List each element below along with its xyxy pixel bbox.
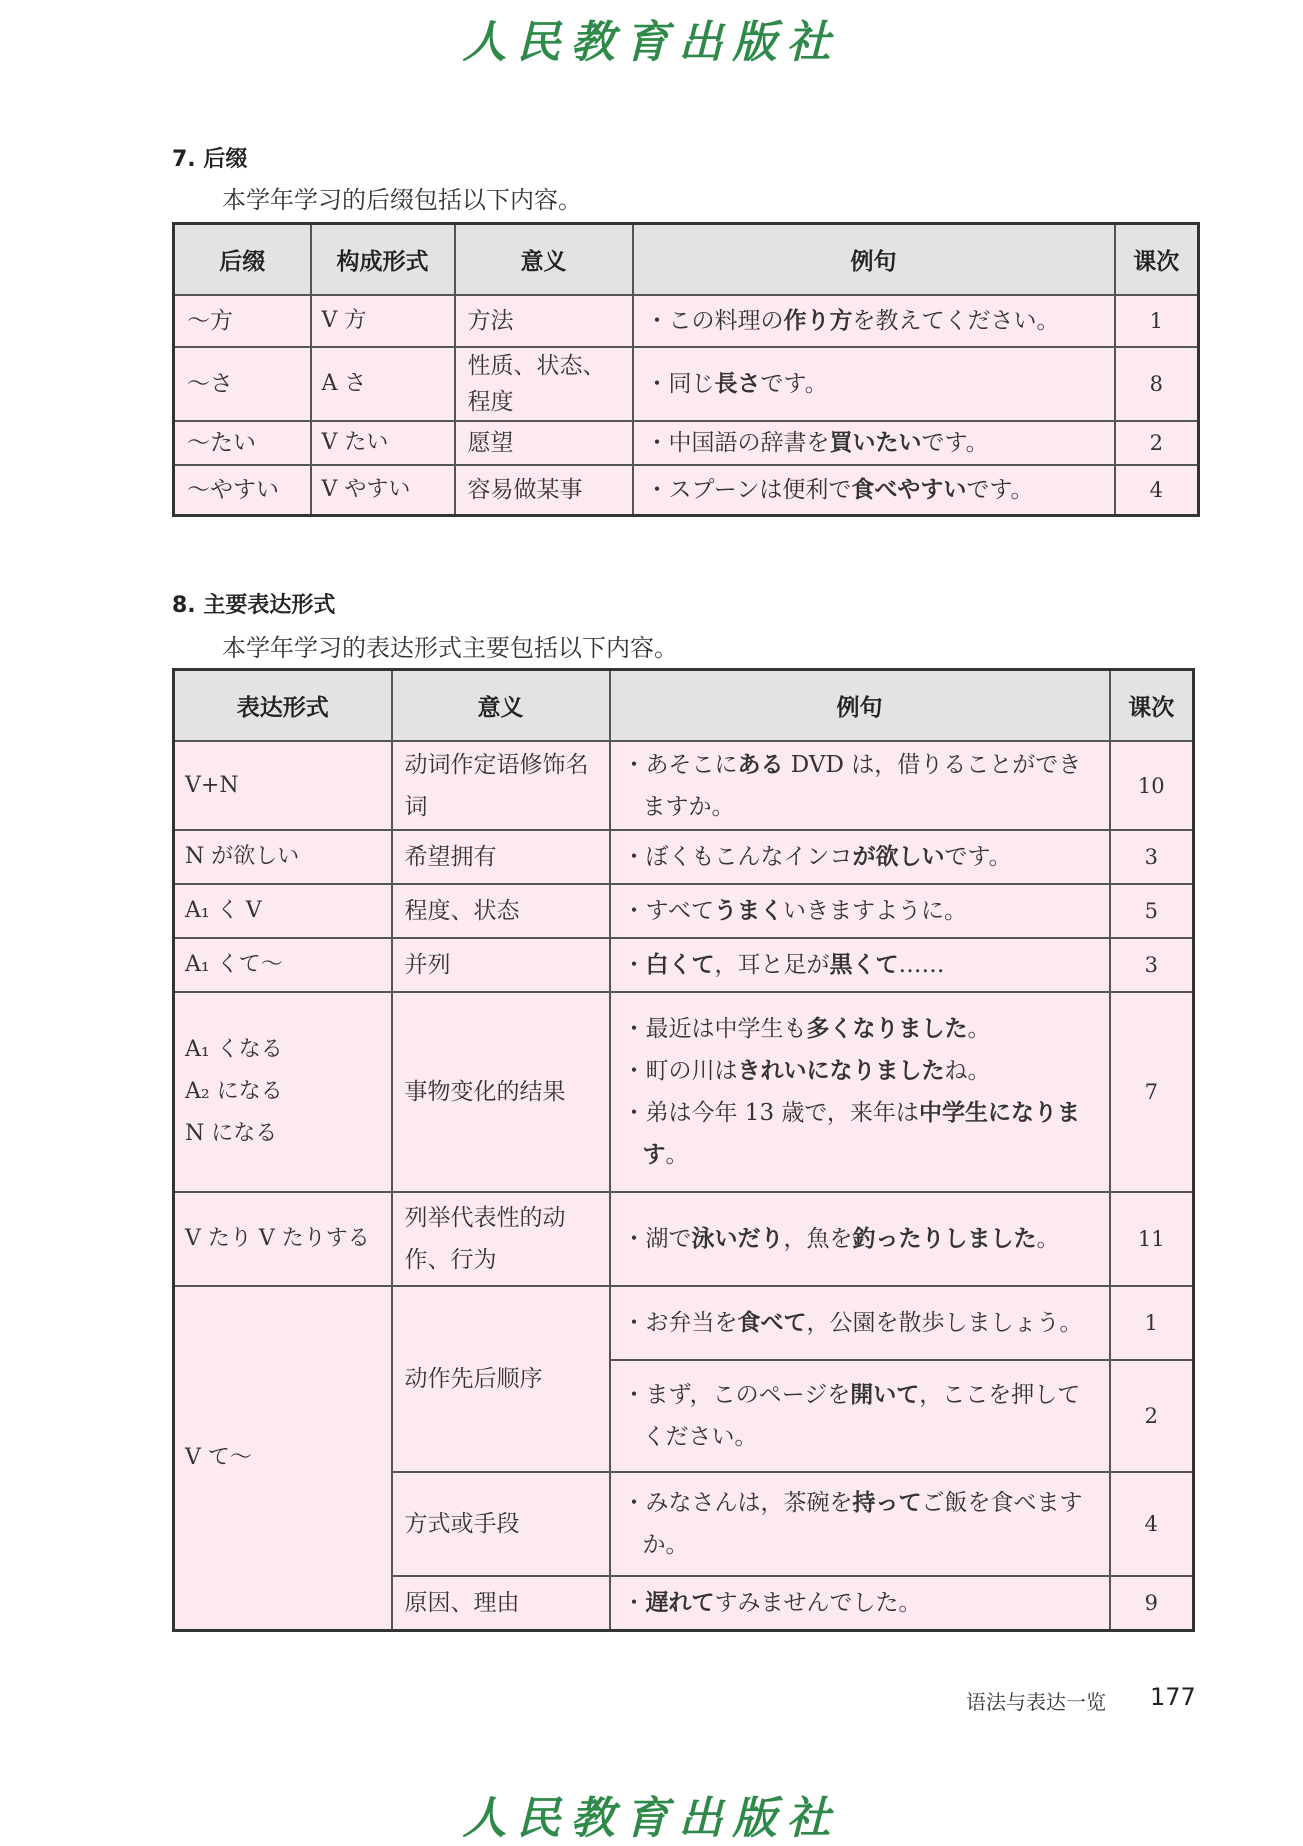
example-cell: [633, 295, 1115, 347]
example-sentence: [623, 1050, 1097, 1092]
example-text: です。: [966, 476, 1034, 503]
example-text: ・すべて: [622, 898, 715, 924]
highlight-term: 食べて: [737, 1310, 807, 1336]
example-sentence: [623, 744, 1097, 828]
suffix-cell: ～方: [174, 295, 311, 347]
example-text: すみませんでした。: [714, 1589, 922, 1616]
example-text: ・まず，このページを: [622, 1382, 851, 1408]
example-cell: [610, 1192, 1110, 1286]
example-text: ，魚を: [783, 1226, 853, 1252]
highlight-term: 釣ったりしました: [852, 1226, 1037, 1252]
meaning-cell: 并列: [392, 938, 610, 992]
table-row: [174, 741, 1194, 830]
footer-chapter-title: 语法与表达一览: [966, 1690, 1106, 1714]
example-text: ・お弁当を: [622, 1310, 738, 1336]
meaning-cell: 愿望: [455, 421, 633, 465]
example-sentence: [623, 1482, 1097, 1566]
example-cell: [633, 465, 1115, 515]
example-sentence: [623, 1582, 1097, 1624]
example-text: ね。: [944, 1058, 991, 1084]
highlight-term: 中学生になります: [642, 1100, 1080, 1168]
example-text: です。: [760, 371, 828, 397]
lesson-cell: 5: [1110, 884, 1194, 938]
column-header: 意义: [392, 670, 610, 742]
column-header: 课次: [1115, 224, 1199, 296]
table-row: [174, 830, 1194, 884]
lesson-cell: 2: [1110, 1360, 1194, 1472]
example-sentence: [646, 363, 1102, 405]
lesson-cell: 1: [1115, 295, 1199, 347]
example-text: ・あそこに: [622, 751, 738, 778]
meaning-cell: 动作先后顺序: [392, 1286, 610, 1472]
example-cell: [610, 992, 1110, 1192]
example-text: ・同じ: [645, 371, 715, 397]
suffix-table: [172, 222, 1200, 517]
example-cell: [610, 1286, 1110, 1360]
column-header: 后缀: [174, 224, 311, 296]
column-header: 意义: [455, 224, 633, 296]
table-row: [174, 938, 1194, 992]
example-cell: [610, 1576, 1110, 1630]
example-cell: [610, 830, 1110, 884]
example-text: DVD は，借りることができますか。: [642, 751, 1082, 820]
example-text: ・この料理の: [645, 308, 784, 334]
form-cell: A さ: [311, 347, 455, 421]
example-text: です。: [944, 844, 1012, 870]
form-cell: V たい: [311, 421, 455, 465]
example-text: ・最近は中学生も: [622, 1016, 807, 1042]
example-sentence: [646, 300, 1102, 342]
form-cell: A₁ く V: [174, 884, 392, 938]
highlight-term: 白くて: [645, 952, 715, 978]
lesson-cell: 4: [1115, 465, 1199, 515]
highlight-term: 買いたい: [829, 430, 922, 456]
meaning-cell: 方法: [455, 295, 633, 347]
example-text: 。: [967, 1016, 991, 1042]
lesson-cell: 2: [1115, 421, 1199, 465]
lesson-cell: 3: [1110, 938, 1194, 992]
example-sentence: [623, 1374, 1097, 1458]
highlight-term: 多くなりました: [806, 1016, 968, 1042]
example-sentence: [646, 469, 1102, 511]
table-row: [174, 1286, 1194, 1360]
expression-table: [172, 668, 1195, 1632]
section7-intro: 本学年学习的后缀包括以下内容。: [222, 186, 582, 214]
form-cell: V 方: [311, 295, 455, 347]
table-row: [174, 1192, 1194, 1286]
example-sentence: [623, 1008, 1097, 1050]
example-text: ・中国語の辞書を: [645, 430, 830, 456]
table-row: [174, 295, 1199, 347]
meaning-cell: 原因、理由: [392, 1576, 610, 1630]
example-text: いきますように。: [783, 898, 968, 924]
example-text: ・町の川は: [622, 1058, 738, 1084]
example-text: ，耳と足が: [714, 952, 830, 978]
column-header: 表达形式: [174, 670, 392, 742]
lesson-cell: 10: [1110, 741, 1194, 830]
highlight-term: 食べやすい: [851, 476, 967, 503]
suffix-cell: ～やすい: [174, 465, 311, 515]
example-text: です。: [921, 430, 989, 456]
meaning-cell: 方式或手段: [392, 1472, 610, 1576]
example-sentence: [623, 944, 1097, 986]
example-sentence: [646, 422, 1102, 464]
example-text: ，ここを押してください。: [642, 1382, 1081, 1450]
meaning-cell: 程度、状态: [392, 884, 610, 938]
example-text: ・弟は今年 13 歳で，来年は: [622, 1100, 919, 1126]
meaning-cell: 希望拥有: [392, 830, 610, 884]
highlight-term: 黒くて: [829, 952, 899, 978]
example-text: ・みなさんは，茶碗を: [622, 1490, 853, 1516]
suffix-cell: ～たい: [174, 421, 311, 465]
form-cell: V やすい: [311, 465, 455, 515]
example-cell: [633, 421, 1115, 465]
example-text: ・: [622, 1589, 646, 1616]
form-cell: A₁ くて～: [174, 938, 392, 992]
example-cell: [610, 741, 1110, 830]
example-text: ご飯を食べますか。: [642, 1490, 1083, 1558]
lesson-cell: 11: [1110, 1192, 1194, 1286]
example-sentence: [623, 1092, 1097, 1176]
highlight-term: 長さ: [714, 371, 761, 397]
highlight-term: 開いて: [850, 1382, 920, 1408]
example-text: 。: [665, 1142, 689, 1168]
table-row: [174, 347, 1199, 421]
meaning-cell: 事物变化的结果: [392, 992, 610, 1192]
lesson-cell: 4: [1110, 1472, 1194, 1576]
lesson-cell: 3: [1110, 830, 1194, 884]
form-cell: N が欲しい: [174, 830, 392, 884]
section8-intro: 本学年学习的表达形式主要包括以下内容。: [222, 634, 678, 662]
example-text: ……: [898, 952, 945, 978]
page-number: 177: [1150, 1683, 1196, 1711]
highlight-term: 持って: [852, 1490, 922, 1516]
example-cell: [610, 938, 1110, 992]
table-row: [174, 884, 1194, 938]
example-cell: [610, 1472, 1110, 1576]
example-sentence: [623, 1302, 1097, 1344]
column-header: 构成形式: [311, 224, 455, 296]
column-header: 课次: [1110, 670, 1194, 742]
example-sentence: [623, 1218, 1097, 1260]
suffix-cell: ～さ: [174, 347, 311, 421]
table-row: [174, 421, 1199, 465]
example-text: ・: [622, 952, 646, 978]
highlight-term: うまく: [714, 898, 784, 924]
lesson-cell: 8: [1115, 347, 1199, 421]
publisher-logo-bottom: 人民教育出版社: [462, 1793, 841, 1844]
meaning-cell: 列举代表性的动作、行为: [392, 1192, 610, 1286]
example-text: ，公園を散歩しましょう。: [806, 1310, 1083, 1336]
example-cell: [633, 347, 1115, 421]
example-text: 。: [1036, 1226, 1060, 1252]
form-cell: V たり V たりする: [174, 1192, 392, 1286]
example-text: ・湖で: [622, 1226, 692, 1252]
table-row: [174, 992, 1194, 1192]
example-cell: [610, 1360, 1110, 1472]
highlight-term: 泳いだり: [691, 1226, 784, 1252]
example-text: ・スプーンは便利で: [645, 476, 852, 503]
highlight-term: 作り方: [783, 308, 853, 334]
highlight-term: 遅れて: [645, 1589, 715, 1616]
section7-title: 7. 后缀: [172, 147, 248, 172]
example-text: を教えてください。: [852, 308, 1060, 334]
highlight-term: ある: [737, 751, 784, 778]
highlight-term: きれいになりました: [737, 1058, 945, 1084]
highlight-term: が欲しい: [852, 844, 945, 870]
form-cell: A₁ くなる A₂ になる N になる: [174, 992, 392, 1192]
lesson-cell: 7: [1110, 992, 1194, 1192]
form-cell: V て～: [174, 1286, 392, 1630]
column-header: 例句: [610, 670, 1110, 742]
example-sentence: [623, 890, 1097, 932]
table-row: [174, 465, 1199, 515]
meaning-cell: 容易做某事: [455, 465, 633, 515]
form-cell: V+N: [174, 741, 392, 830]
meaning-cell: 性质、状态、程度: [455, 347, 633, 421]
example-cell: [610, 884, 1110, 938]
example-sentence: [623, 836, 1097, 878]
column-header: 例句: [633, 224, 1115, 296]
meaning-cell: 动词作定语修饰名词: [392, 741, 610, 830]
section8-title: 8. 主要表达形式: [172, 593, 336, 618]
lesson-cell: 9: [1110, 1576, 1194, 1630]
publisher-logo-top: 人民教育出版社: [462, 17, 841, 68]
example-text: ・ぼくもこんなインコ: [622, 844, 853, 870]
lesson-cell: 1: [1110, 1286, 1194, 1360]
